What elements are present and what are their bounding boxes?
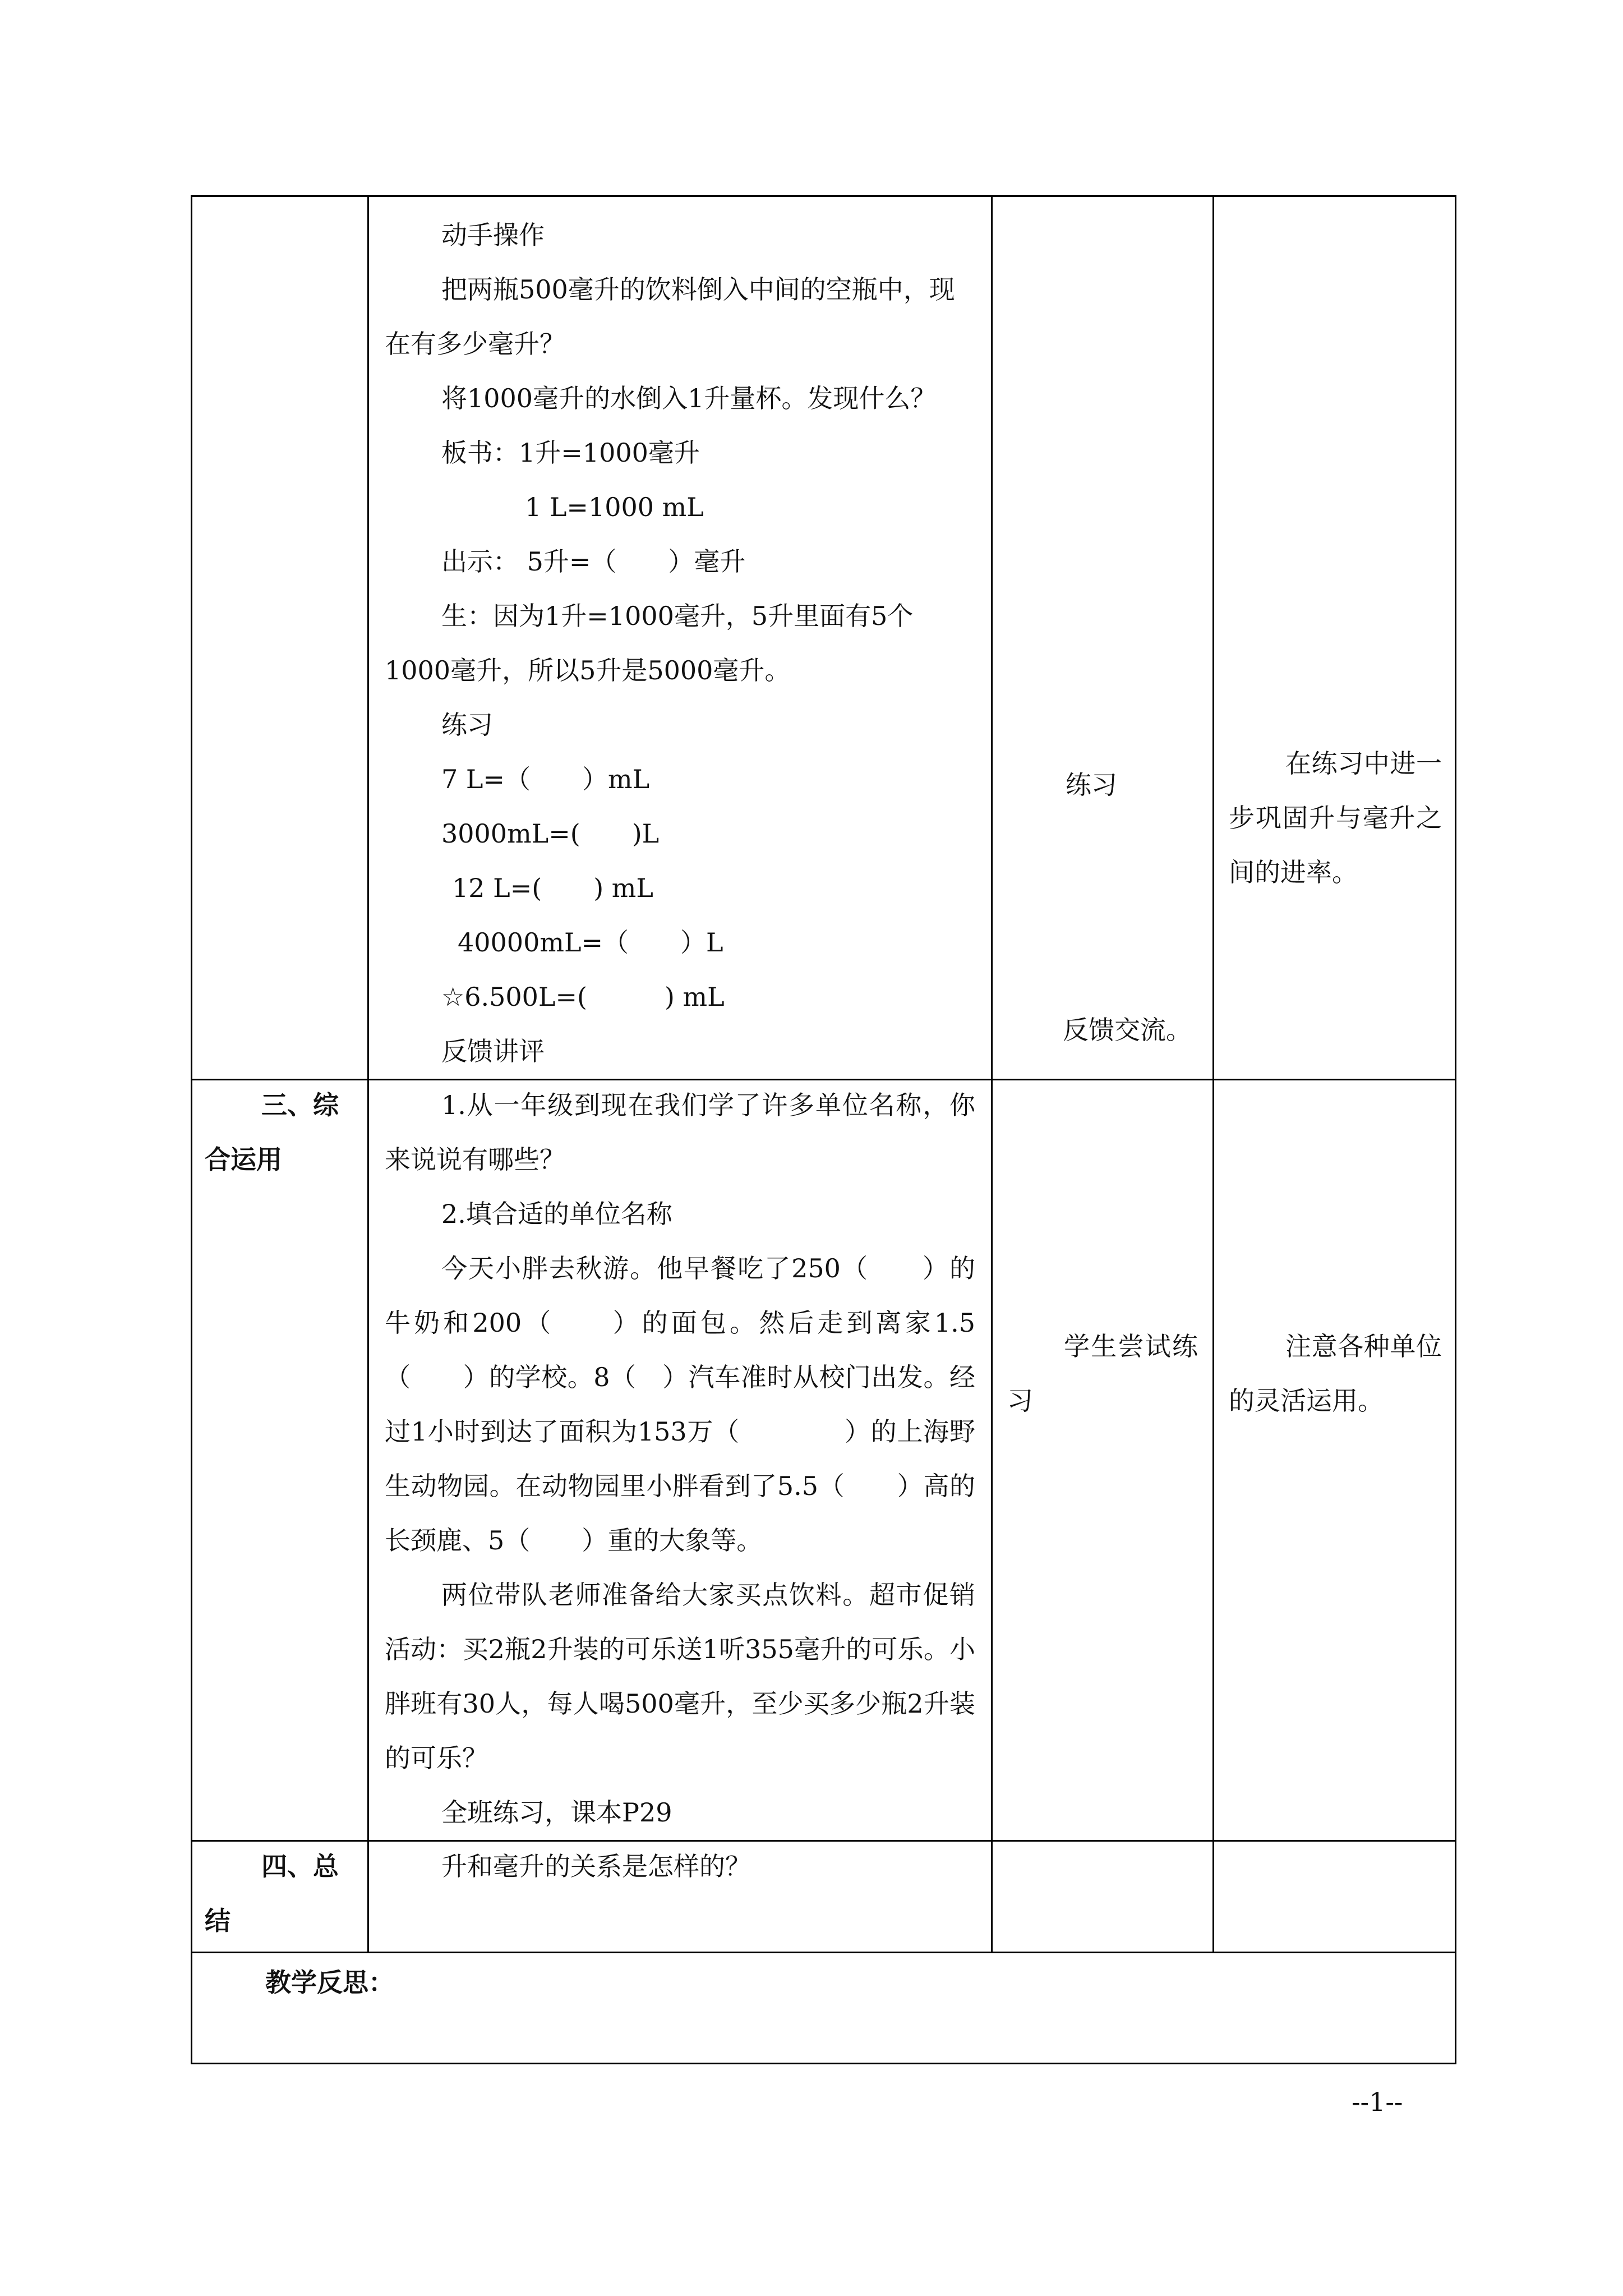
teacher-activity-cell — [368, 1080, 992, 1841]
design-intent-cell — [1214, 196, 1456, 1080]
text-line: 动手操作 — [441, 220, 545, 250]
text-line: 1.从一年级到现在我们学了许多单位名称，你来说说有哪些？ — [385, 1090, 975, 1175]
text-line: 全班练习，课本P29 — [441, 1797, 672, 1828]
table-row — [192, 1080, 1456, 1841]
teacher-activity-cell — [368, 1841, 992, 1953]
text-line: 今天小胖去秋游。他早餐吃了250（ ）的牛奶和200（ ）的面包。然后走到离家1.5（ ）的学校。8（ ）汽车准时从校门出发。经过1小时到达了面积为153万（ ）的上海野生动物园。在动物园里小胖看到了5.5（ ）高的长颈鹿、5（ ）重的大象等。 — [385, 1253, 975, 1556]
student-activity-text: 反馈交流。 — [1063, 1015, 1192, 1045]
design-intent-cell — [1214, 1080, 1456, 1841]
design-intent-cell — [1214, 1841, 1456, 1953]
text-line: 将1000毫升的水倒入1升量杯。发现什么？ — [441, 383, 937, 413]
stage-cell — [192, 1841, 368, 1953]
design-intent-text: 在练习中进一步巩固升与毫升之间的进率。 — [1229, 748, 1442, 887]
text-line: 出示： 5升=（ ）毫升 — [441, 546, 746, 577]
table-row — [192, 1953, 1456, 2064]
table-row — [192, 1841, 1456, 1953]
stage-label: 三、综合运用 — [205, 1090, 339, 1175]
teacher-activity-cell — [368, 196, 992, 1080]
lesson-plan-table — [191, 195, 1456, 2064]
text-line: ☆6.500L=( ) mL — [441, 982, 725, 1012]
text-line: 1 L=1000 mL — [525, 492, 704, 522]
student-activity-text: 学生尝试练习 — [1007, 1331, 1198, 1416]
design-intent-text: 注意各种单位的灵活运用。 — [1229, 1331, 1442, 1416]
text-line: 两位带队老师准备给大家买点饮料。超市促销活动：买2瓶2升装的可乐送1听355毫升的可乐。小胖班有30人，每人喝500毫升，至少买多少瓶2升装的可乐？ — [385, 1580, 975, 1773]
student-activity-cell — [992, 1080, 1214, 1841]
text-line: 板书：1升=1000毫升 — [441, 438, 700, 468]
student-activity-cell — [992, 1841, 1214, 1953]
text-line: 40000mL=（ ）L — [458, 927, 723, 958]
table-row — [192, 196, 1456, 1080]
text-line: 把两瓶500毫升的饮料倒入中间的空瓶中，现在有多少毫升？ — [385, 274, 955, 359]
text-line: 12 L=( ) mL — [452, 873, 653, 903]
reflection-cell — [192, 1953, 1456, 2064]
reflection-label: 教学反思： — [265, 1967, 394, 1998]
student-activity-cell — [992, 196, 1214, 1080]
text-line: 生：因为1升=1000毫升，5升里面有5个1000毫升，所以5升是5000毫升。 — [385, 601, 914, 685]
text-line: 练习 — [441, 710, 493, 740]
text-line: 3000mL=( )L — [441, 818, 660, 849]
page-number: --1-- — [1352, 2087, 1403, 2117]
text-line: 2.填合适的单位名称 — [441, 1199, 672, 1229]
text-line: 7 L=（ ）mL — [441, 764, 650, 794]
text-line: 升和毫升的关系是怎样的？ — [441, 1851, 751, 1881]
stage-cell — [192, 1080, 368, 1841]
student-activity-text: 练习 — [1066, 770, 1117, 800]
stage-label: 四、总结 — [205, 1851, 339, 1936]
text-line: 反馈讲评 — [441, 1036, 545, 1066]
stage-cell — [192, 196, 368, 1080]
